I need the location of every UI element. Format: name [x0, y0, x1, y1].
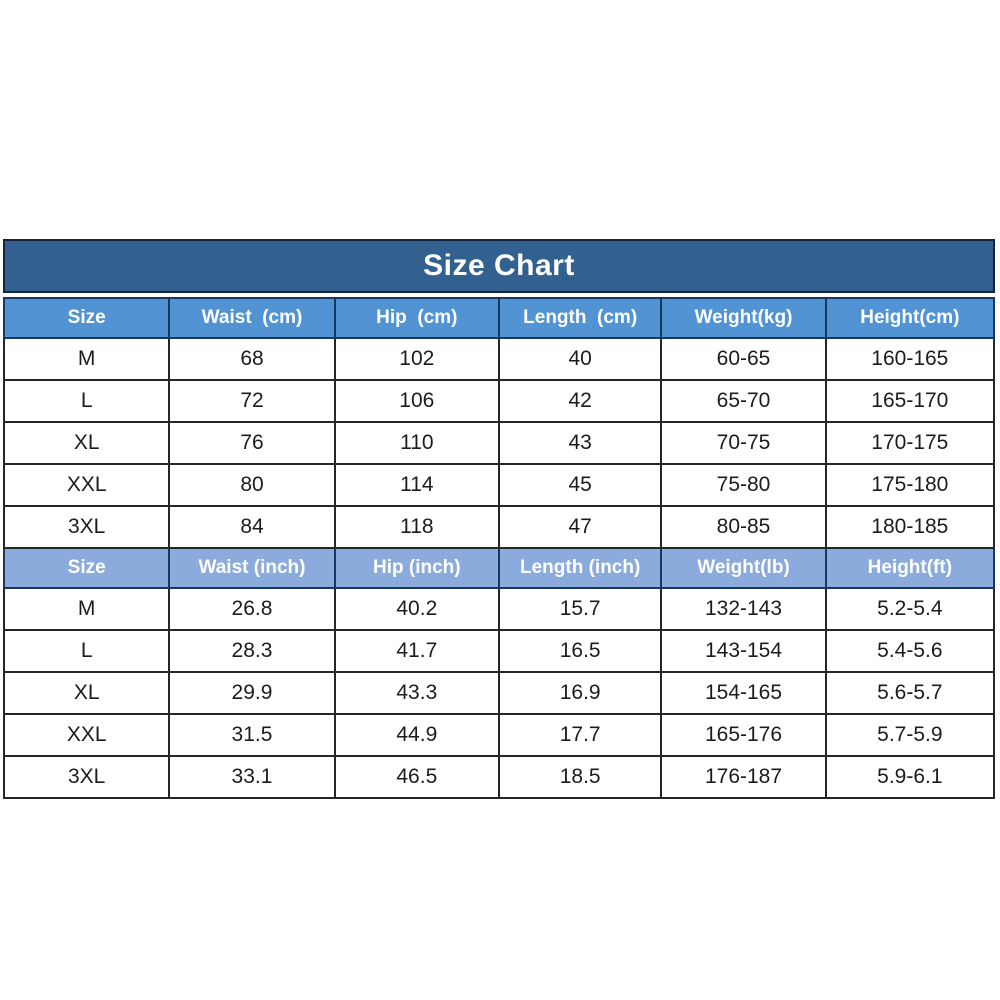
- hip-cell: 118: [335, 506, 499, 548]
- height-cell: 170-175: [826, 422, 994, 464]
- header-length-inch: Length (inch): [499, 548, 661, 588]
- size-cell: XXL: [4, 714, 169, 756]
- metric-header-row: [4, 298, 994, 338]
- header-size-metric: Size: [4, 298, 169, 338]
- size-cell: XXL: [4, 464, 169, 506]
- table-row: [4, 672, 994, 714]
- length-cell: 43: [499, 422, 661, 464]
- waist-cell: 80: [169, 464, 334, 506]
- height-cell: 5.7-5.9: [826, 714, 994, 756]
- table-row: [4, 714, 994, 756]
- header-weight-kg: Weight(kg): [661, 298, 825, 338]
- length-cell: 45: [499, 464, 661, 506]
- weight-cell: 165-176: [661, 714, 825, 756]
- size-chart: [3, 239, 995, 799]
- hip-cell: 40.2: [335, 588, 499, 630]
- length-cell: 42: [499, 380, 661, 422]
- header-waist-cm: Waist (cm): [169, 298, 334, 338]
- waist-cell: 29.9: [169, 672, 334, 714]
- height-cell: 5.4-5.6: [826, 630, 994, 672]
- weight-cell: 132-143: [661, 588, 825, 630]
- waist-cell: 31.5: [169, 714, 334, 756]
- weight-cell: 75-80: [661, 464, 825, 506]
- table-row: [4, 380, 994, 422]
- size-cell: XL: [4, 422, 169, 464]
- waist-cell: 33.1: [169, 756, 334, 798]
- length-cell: 16.9: [499, 672, 661, 714]
- table-row: [4, 756, 994, 798]
- waist-cell: 68: [169, 338, 334, 380]
- height-cell: 165-170: [826, 380, 994, 422]
- weight-cell: 176-187: [661, 756, 825, 798]
- length-cell: 18.5: [499, 756, 661, 798]
- hip-cell: 46.5: [335, 756, 499, 798]
- weight-cell: 143-154: [661, 630, 825, 672]
- height-cell: 5.2-5.4: [826, 588, 994, 630]
- waist-cell: 84: [169, 506, 334, 548]
- header-size-imperial: Size: [4, 548, 169, 588]
- length-cell: 47: [499, 506, 661, 548]
- weight-cell: 60-65: [661, 338, 825, 380]
- size-cell: L: [4, 630, 169, 672]
- size-cell: XL: [4, 672, 169, 714]
- header-hip-cm: Hip (cm): [335, 298, 499, 338]
- waist-cell: 76: [169, 422, 334, 464]
- size-table: [3, 297, 995, 799]
- header-weight-lb: Weight(lb): [661, 548, 825, 588]
- waist-cell: 72: [169, 380, 334, 422]
- header-waist-inch: Waist (inch): [169, 548, 334, 588]
- table-row: [4, 506, 994, 548]
- header-height-ft: Height(ft): [826, 548, 994, 588]
- size-cell: 3XL: [4, 756, 169, 798]
- length-cell: 16.5: [499, 630, 661, 672]
- hip-cell: 44.9: [335, 714, 499, 756]
- hip-cell: 110: [335, 422, 499, 464]
- hip-cell: 41.7: [335, 630, 499, 672]
- waist-cell: 28.3: [169, 630, 334, 672]
- header-height-cm: Height(cm): [826, 298, 994, 338]
- header-length-cm: Length (cm): [499, 298, 661, 338]
- weight-cell: 154-165: [661, 672, 825, 714]
- length-cell: 40: [499, 338, 661, 380]
- hip-cell: 43.3: [335, 672, 499, 714]
- table-row: [4, 588, 994, 630]
- size-cell: 3XL: [4, 506, 169, 548]
- size-cell: M: [4, 338, 169, 380]
- weight-cell: 70-75: [661, 422, 825, 464]
- height-cell: 5.9-6.1: [826, 756, 994, 798]
- size-chart-title: Size Chart: [3, 239, 995, 293]
- table-row: [4, 630, 994, 672]
- weight-cell: 80-85: [661, 506, 825, 548]
- length-cell: 17.7: [499, 714, 661, 756]
- height-cell: 180-185: [826, 506, 994, 548]
- length-cell: 15.7: [499, 588, 661, 630]
- hip-cell: 102: [335, 338, 499, 380]
- table-row: [4, 422, 994, 464]
- height-cell: 5.6-5.7: [826, 672, 994, 714]
- height-cell: 160-165: [826, 338, 994, 380]
- table-row: [4, 338, 994, 380]
- hip-cell: 106: [335, 380, 499, 422]
- hip-cell: 114: [335, 464, 499, 506]
- table-row: [4, 464, 994, 506]
- header-hip-inch: Hip (inch): [335, 548, 499, 588]
- size-cell: L: [4, 380, 169, 422]
- waist-cell: 26.8: [169, 588, 334, 630]
- size-cell: M: [4, 588, 169, 630]
- weight-cell: 65-70: [661, 380, 825, 422]
- imperial-header-row: [4, 548, 994, 588]
- height-cell: 175-180: [826, 464, 994, 506]
